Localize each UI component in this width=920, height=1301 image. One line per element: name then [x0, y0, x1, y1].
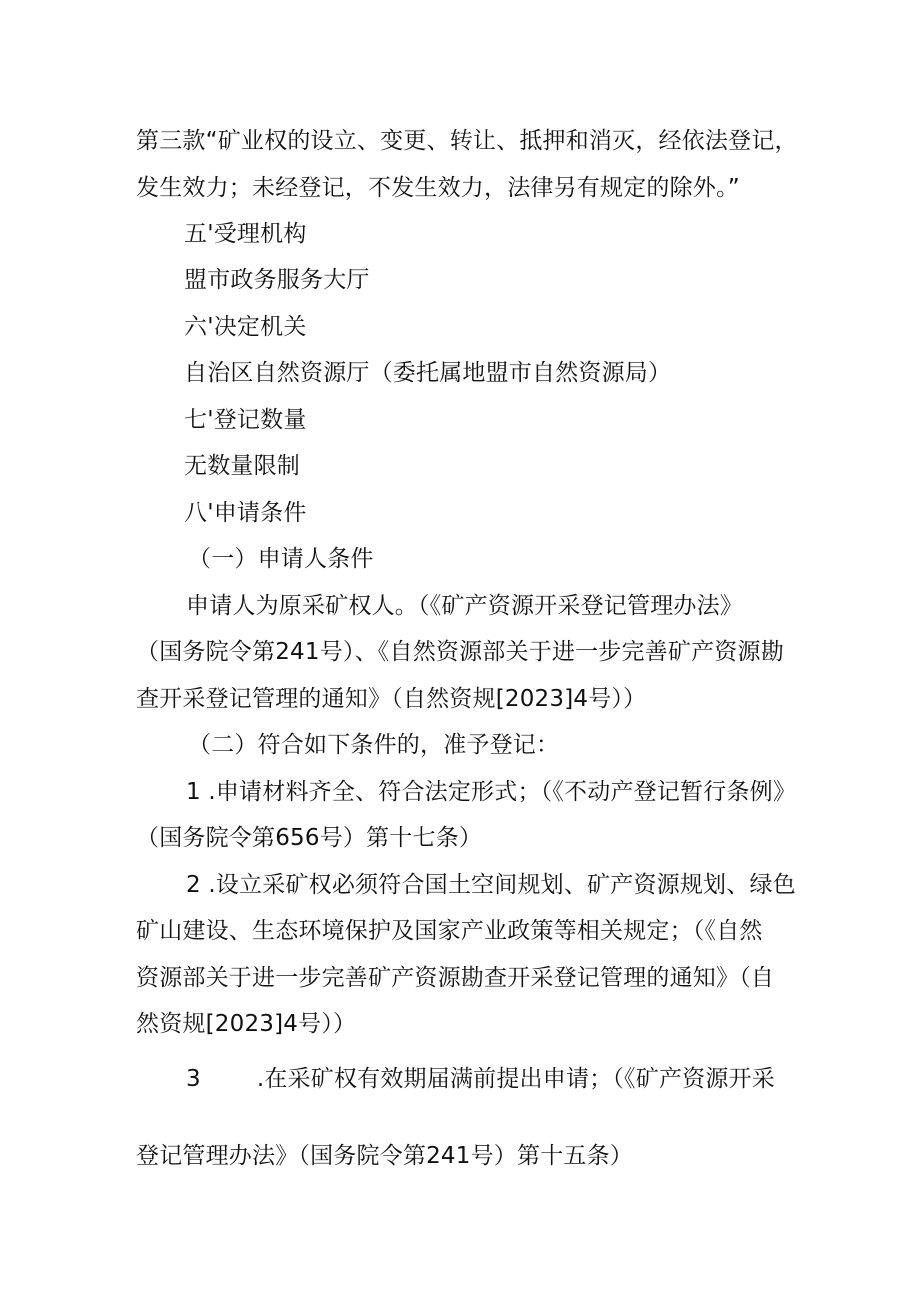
paragraph-line: 无数量限制: [184, 453, 300, 479]
paragraph-line: 第三款“矿业权的设立、变更、转让、抵押和消灭，经依法登记，: [136, 128, 798, 154]
list-item-line: 2 .设立采矿权必须符合国土空间规划、矿产资源规划、绿色: [186, 872, 796, 898]
paragraph-line: 然资规[2023]4号））: [136, 1011, 357, 1037]
subsection-heading: （一）申请人条件: [188, 546, 374, 572]
section-heading: 五'受理机构: [184, 221, 307, 247]
paragraph-line: （国务院令第656号）第十七条）: [136, 825, 483, 851]
paragraph-line: 矿山建设、生态环境保护及国家产业政策等相关规定；（《自然: [136, 918, 763, 944]
paragraph-line: （国务院令第241号）、《自然资源部关于进一步完善矿产资源勘: [136, 639, 784, 665]
section-heading: 六'决定机关: [184, 314, 307, 340]
list-item-line: [186, 1064, 775, 1094]
section-heading: 八'申请条件: [184, 500, 307, 526]
paragraph-line: 登记管理办法》（国务院令第241号）第十五条）: [136, 1143, 633, 1169]
paragraph-line: 查开采登记管理的通知》（自然资规[2023]4号））: [136, 686, 647, 712]
subsection-heading: （二）符合如下条件的，准予登记：: [188, 732, 560, 758]
paragraph-line: 发生效力；未经登记，不发生效力，法律另有规定的除外。”: [136, 175, 740, 201]
paragraph-line: 申请人为原采矿权人。（《矿产资源开采登记管理办法》: [186, 593, 743, 619]
section-heading: 七'登记数量: [184, 407, 307, 433]
paragraph-line: 盟市政务服务大厅: [184, 267, 370, 293]
paragraph-line: 资源部关于进一步完善矿产资源勘查开采登记管理的通知》（自: [136, 965, 775, 991]
list-item-text: .在采矿权有效期届满前提出申请；（《矿产资源开采: [256, 1066, 775, 1092]
list-number: 3: [186, 1066, 201, 1092]
list-item-line: 1 .申请材料齐全、符合法定形式；（《不动产登记暂行条例》: [186, 779, 797, 805]
paragraph-line: 自治区自然资源厅（委托属地盟市自然资源局）: [184, 360, 672, 386]
